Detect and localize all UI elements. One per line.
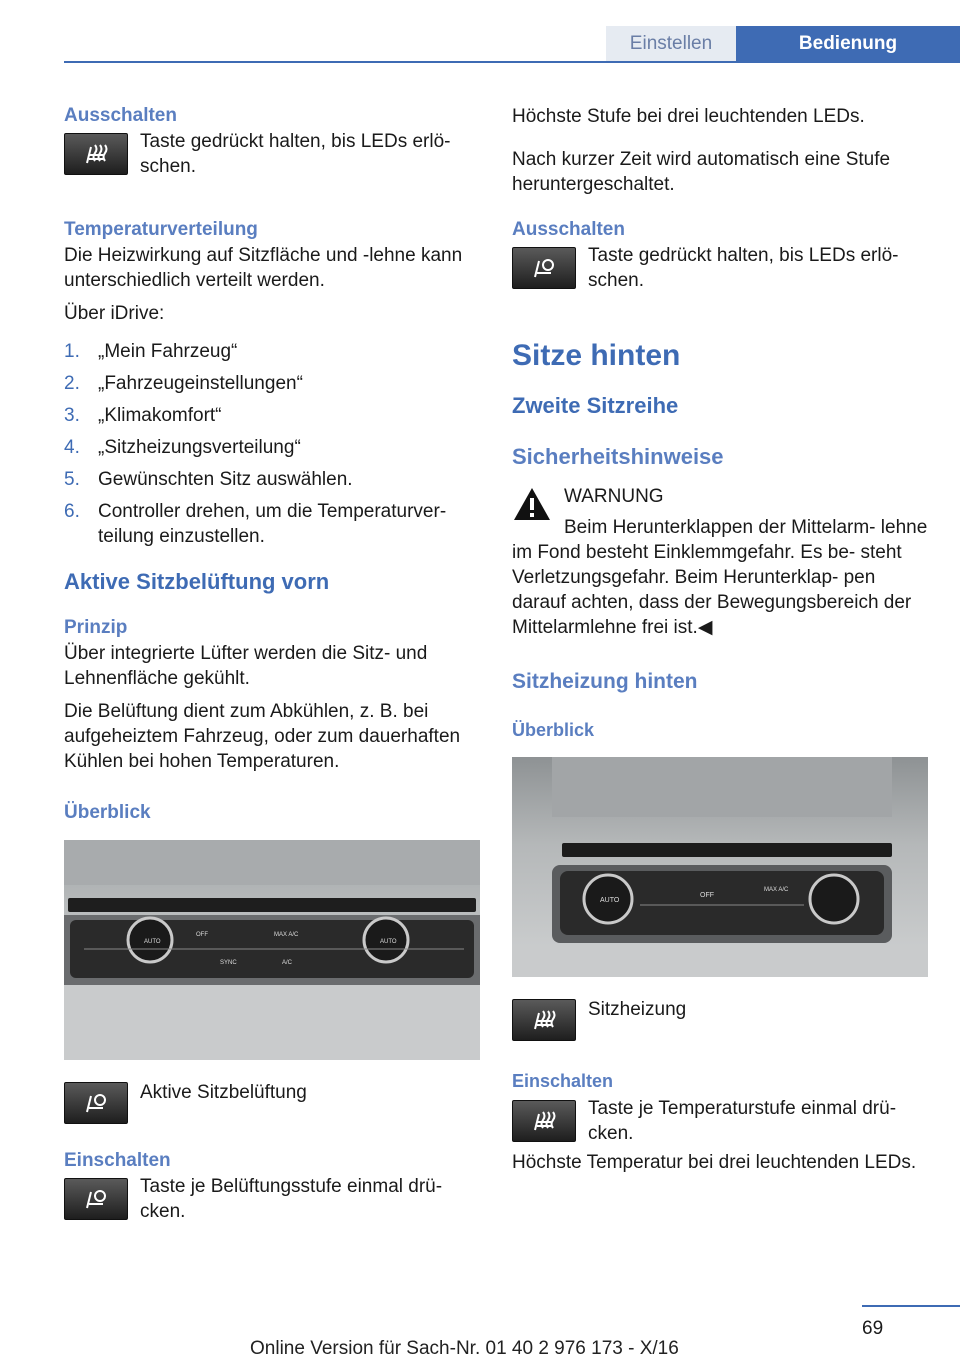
- warning-triangle-icon: [512, 486, 552, 522]
- principle-text-2: Die Belüftung dient zum Abkühlen, z. B. bei aufgeheiztem Fahrzeug, oder zum dauerhaften Kühlen bei hohen Temperaturen.: [64, 701, 461, 772]
- header-rule: [64, 61, 960, 63]
- warning-label: WARNUNG: [564, 486, 664, 507]
- vent-caption-row: [64, 1078, 480, 1124]
- heading-ausschalten: Ausschalten: [64, 105, 177, 126]
- heading-sicherheitshinweise: Sicherheitshinweise: [512, 444, 724, 469]
- footer-rule: [862, 1305, 960, 1307]
- heading-temperaturverteilung: Temperaturverteilung: [64, 219, 258, 240]
- heading-einschalten: Einschalten: [64, 1150, 171, 1171]
- heading-prinzip: Prinzip: [64, 617, 128, 638]
- vent-caption: Aktive Sitzbelüftung: [140, 1082, 307, 1103]
- heading-einschalten-2: Einschalten: [512, 1071, 614, 1091]
- seat-ventilation-button-icon: [64, 1082, 128, 1124]
- heading-ueberblick: Überblick: [64, 802, 151, 823]
- right-column: [512, 100, 928, 1175]
- heat-caption: Sitzheizung: [588, 999, 687, 1020]
- version-footer: Online Version für Sach-Nr. 01 40 2 976 173 - X/16: [250, 1338, 679, 1359]
- principle-text-1: Über integrierte Lüfter werden die Sitz- und Lehnenfläche gekühlt.: [64, 643, 428, 689]
- label-sync: SYNC: [220, 960, 237, 966]
- seat-heating-button-icon: [64, 133, 128, 175]
- heat-caption-row: [512, 995, 928, 1041]
- knob-label-auto-left: AUTO: [144, 939, 161, 945]
- warning-text: Beim Herunterklappen der Mittelarm‐ lehne im Fond besteht Einklemmgefahr. Es be‐ steht Verletzungsgefahr. Beim Herunterklap‐ pen darauf achten, dass der Bewegungsbereich der Mittelarmlehne frei ist.◀: [512, 517, 928, 638]
- list-item: 5. Gewünschten Sitz auswählen.: [64, 469, 353, 490]
- heading-aktive-sitzbelueftung: Aktive Sitzbelüftung vorn: [64, 569, 330, 594]
- rear-label-off: OFF: [700, 892, 714, 899]
- list-item: 3. „Klimakomfort“: [64, 405, 222, 426]
- vent-on-row: [64, 1174, 480, 1224]
- list-item: 2. „Fahrzeugeinstellungen“: [64, 373, 303, 394]
- list-item: 4. „Sitzheizungsverteilung“: [64, 437, 301, 458]
- seat-heat-off-row: [64, 129, 480, 179]
- knob-label-auto-right: AUTO: [380, 939, 397, 945]
- heading-ueberblick-2: Überblick: [512, 720, 595, 740]
- label-max-ac: MAX A/C: [274, 932, 299, 938]
- seat-heating-button-icon: [512, 1100, 576, 1142]
- off-text: Taste gedrückt halten, bis LEDs erlö‐ schen.: [140, 131, 451, 177]
- tab-einstellen[interactable]: Einstellen: [606, 26, 736, 62]
- vent-on-text: Taste je Belüftungsstufe einmal drü‐ cken.: [140, 1176, 443, 1222]
- seat-ventilation-button-icon: [64, 1178, 128, 1220]
- rear-knob-label-auto: AUTO: [600, 897, 620, 904]
- idrive-label: Über iDrive:: [64, 303, 165, 324]
- label-ac: A/C: [282, 960, 293, 966]
- auto-step-text: Nach kurzer Zeit wird automatisch eine Stufe heruntergeschaltet.: [512, 149, 891, 195]
- rear-label-max-ac: MAX A/C: [764, 887, 789, 893]
- page-number: 69: [862, 1318, 884, 1339]
- vent-off-text: Taste gedrückt halten, bis LEDs erlö‐ schen.: [588, 245, 899, 291]
- temp-text: Die Heizwirkung auf Sitzfläche und -lehne kann unterschiedlich verteilt werden.: [64, 245, 463, 291]
- warning-block: [512, 484, 928, 640]
- max-temp-text: Höchste Temperatur bei drei leuchtenden LEDs.: [512, 1152, 917, 1173]
- left-column: [64, 100, 480, 1224]
- idrive-steps: [64, 339, 480, 549]
- list-item: 6. Controller drehen, um die Temperaturver‐ teilung einzustellen.: [64, 501, 447, 547]
- seat-heating-button-icon: [512, 999, 576, 1041]
- heat-on-text: Taste je Temperaturstufe einmal drü‐ cken.: [588, 1098, 897, 1144]
- tab-bedienung[interactable]: Bedienung: [736, 26, 960, 62]
- list-item: 1. „Mein Fahrzeug“: [64, 341, 238, 362]
- label-off: OFF: [196, 932, 208, 938]
- rear-panel-image: [512, 757, 928, 977]
- climate-panel-image: [64, 840, 480, 1060]
- heat-on-row: [512, 1096, 928, 1146]
- vent-off-row: [512, 243, 928, 293]
- max-level-text: Höchste Stufe bei drei leuchtenden LEDs.: [512, 106, 865, 127]
- heading-sitze-hinten: Sitze hinten: [512, 339, 681, 372]
- heading-ausschalten-2: Ausschalten: [512, 219, 625, 240]
- heading-sitzheizung-hinten: Sitzheizung hinten: [512, 670, 698, 693]
- seat-ventilation-button-icon: [512, 247, 576, 289]
- heading-zweite-sitzreihe: Zweite Sitzreihe: [512, 393, 679, 418]
